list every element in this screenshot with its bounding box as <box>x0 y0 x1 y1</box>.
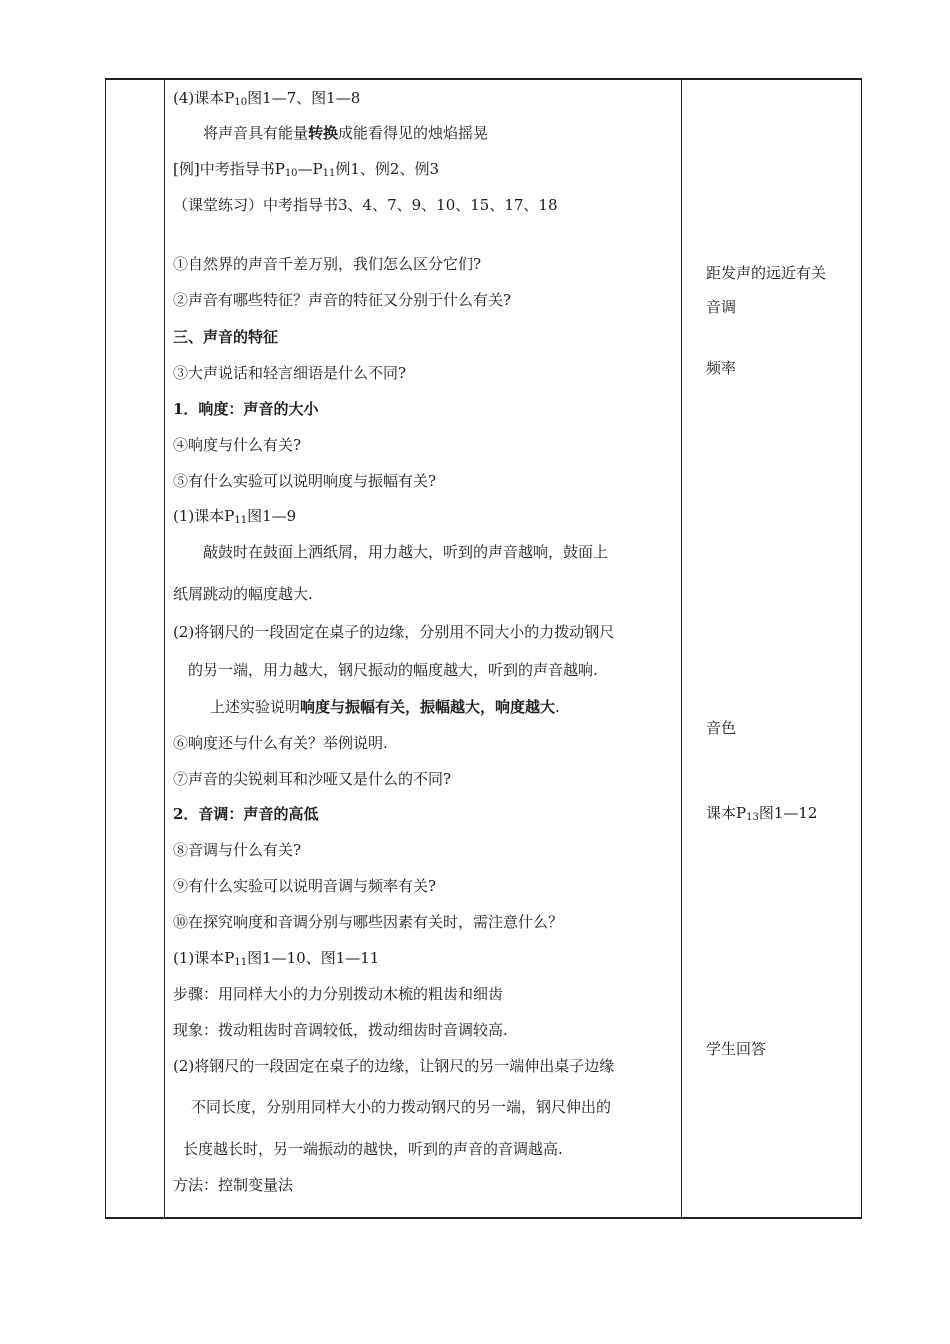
text-line: [例]中考指导书$P_{10}—P_{11}$例1、例2、例3 <box>173 160 440 179</box>
note-text: 距发声的远近有关 <box>706 264 827 282</box>
text-line: 上述实验说明响度与振幅有关，振幅越大，响度越大. <box>210 698 560 716</box>
text-line: （课堂练习）中考指导书3、4、7、9、10、15、17、18 <box>173 196 558 214</box>
text-line: (2)将钢尺的一段固定在桌子的边缘，分别用不同大小的力拨动钢尺 <box>173 623 615 641</box>
text-line: (1)课本$P_{11}$图1—10、图1—11 <box>173 949 380 968</box>
text-line: (4)课本$P_{10}$图1—7、图1—8 <box>173 89 361 108</box>
text-line: (2)将钢尺的一段固定在桌子的边缘，让钢尺的另一端伸出桌子边缘 <box>173 1057 615 1075</box>
text-line: ⑦声音的尖锐刺耳和沙哑又是什么的不同? <box>173 770 452 788</box>
text-line: ⑩在探究响度和音调分别与哪些因素有关时，需注意什么？ <box>173 913 564 931</box>
text-line: 纸屑跳动的幅度越大. <box>173 585 313 603</box>
text-line: 步骤：用同样大小的力分别拨动木梳的粗齿和细齿 <box>173 985 504 1003</box>
subsection-heading: 2．音调：声音的高低 <box>173 805 319 823</box>
note-text: 音调 <box>706 298 737 316</box>
text-line: ③大声说话和轻言细语是什么不同? <box>173 364 407 382</box>
text-line: 敲鼓时在鼓面上洒纸屑，用力越大，听到的声音越响，鼓面上 <box>203 543 609 561</box>
text-line: ④响度与什么有关? <box>173 436 302 454</box>
text-line: 现象：拨动粗齿时音调较低，拨动细齿时音调较高. <box>173 1021 508 1039</box>
text-line: 不同长度，分别用同样大小的力拨动钢尺的另一端，钢尺伸出的 <box>191 1098 612 1116</box>
text-line: ⑨有什么实验可以说明音调与频率有关? <box>173 877 437 895</box>
note-text: 频率 <box>706 359 737 377</box>
note-text: 学生回答 <box>706 1040 767 1058</box>
lesson-content-column <box>173 80 683 1217</box>
text-line: ②声音有哪些特征？声音的特征又分别于什么有关? <box>173 291 512 309</box>
text-line: 将声音具有能量转换成能看得见的烛焰摇晃 <box>203 124 489 142</box>
text-line: ①自然界的声音千差万别，我们怎么区分它们? <box>173 255 482 273</box>
column-divider-left <box>164 80 165 1217</box>
text-line: (1)课本$P_{11}$图1—9 <box>173 507 297 526</box>
text-line: ⑤有什么实验可以说明响度与振幅有关? <box>173 472 437 490</box>
section-heading: 三、声音的特征 <box>173 328 279 346</box>
note-text: 音色 <box>706 719 737 737</box>
student-activity-column <box>706 80 856 1217</box>
text-line: 的另一端，用力越大，钢尺振动的幅度越大，听到的声音越响. <box>188 661 598 679</box>
text-line: ⑥响度还与什么有关？举例说明. <box>173 734 388 752</box>
text-line: 方法：控制变量法 <box>173 1176 294 1194</box>
subsection-heading: 1．响度：声音的大小 <box>173 400 319 418</box>
note-text: 课本$P_{13}$图1—12 <box>706 804 818 823</box>
text-line: ⑧音调与什么有关? <box>173 841 302 859</box>
lesson-table <box>105 78 862 1219</box>
text-line: 长度越长时，另一端振动的越快，听到的声音的音调越高. <box>183 1140 563 1158</box>
